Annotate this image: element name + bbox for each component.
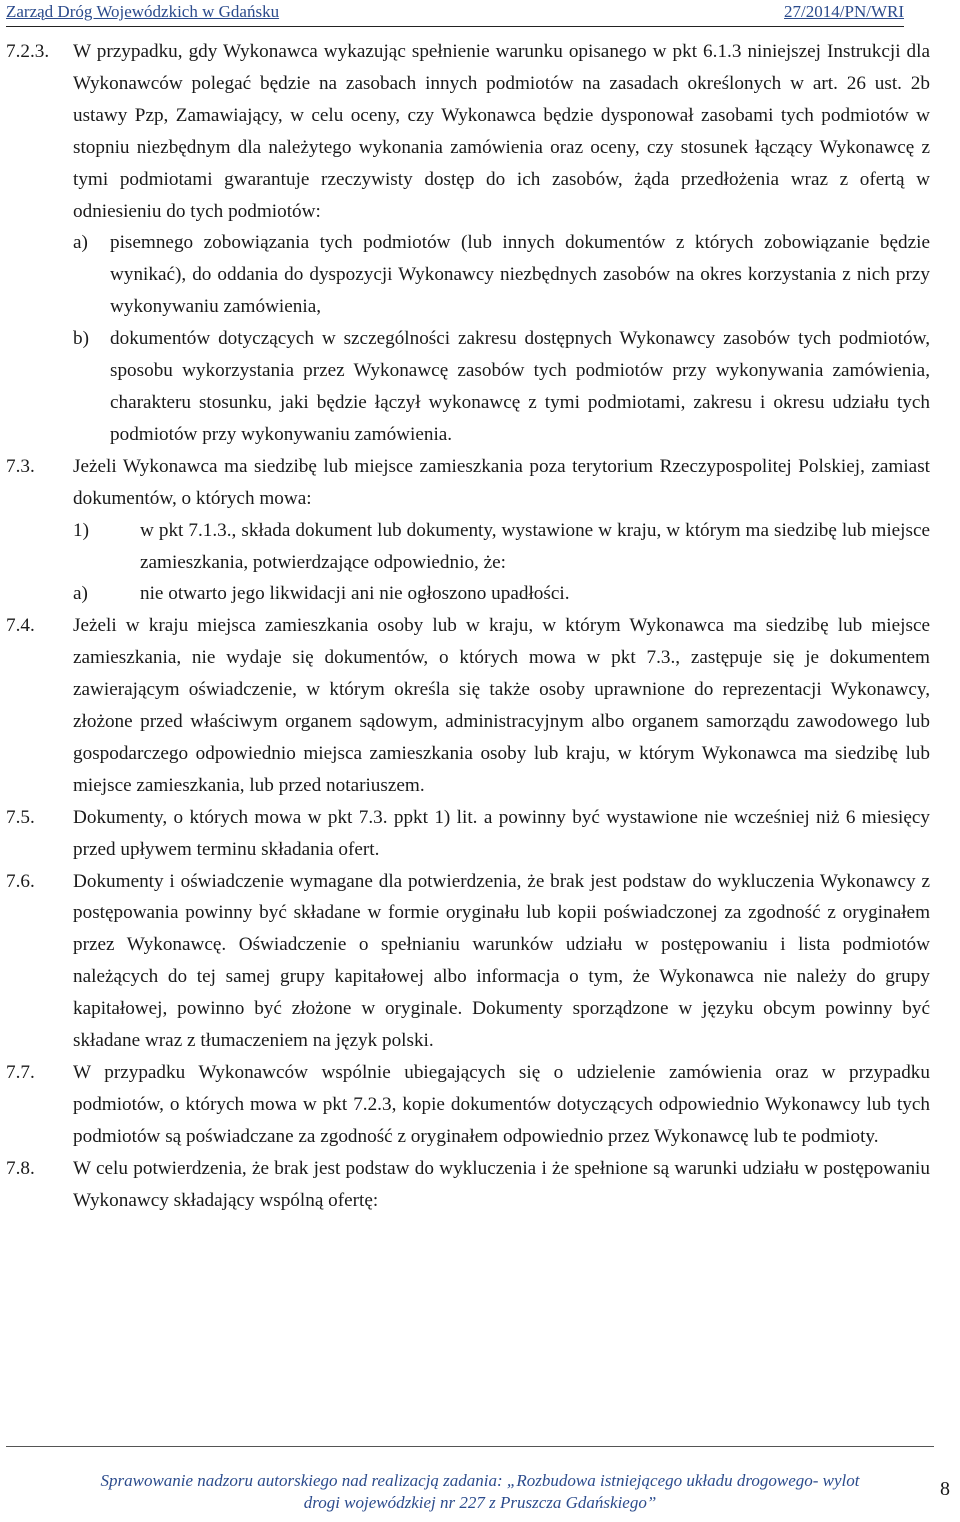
list-item: [73, 578, 930, 610]
section-number: 7.4.: [6, 615, 35, 637]
footer-line-2: drogi wojewódzkiej nr 227 z Pruszcza Gdańskiego”: [303, 1493, 657, 1512]
header-reference-number: 27/2014/PN/WRI: [784, 2, 904, 21]
section-number: 7.7.: [6, 1062, 35, 1083]
footer-line-1: Sprawowanie nadzoru autorskiego nad realizacją zadania: „Rozbudowa istniejącego układu drogowego- wylot: [100, 1471, 860, 1490]
list-item-text: w pkt 7.1.3., składa dokument lub dokumenty, wystawione w kraju, w którym ma siedzibę lub miejsce zamieszkania, potwierdzające odpowiednio, że:: [140, 519, 930, 573]
list-item: [73, 515, 930, 579]
section-7-4: [6, 610, 930, 801]
footer-divider: [6, 1446, 934, 1447]
section-text: W przypadku, gdy Wykonawca wykazując spełnienie warunku opisanego w pkt 6.1.3 niniejszej Instrukcji dla Wykonawców polegać będzie na zasobach innych podmiotów na zasadach określonych w art. 26 ust. 2b ustawy Pzp, Zamawiający, w celu oceny, czy Wykonawca będzie dysponował zasobami tych podmiotów w stopniu niezbędnym dla należytego wykonania zamówienia oraz oceny, czy stosunek łączący Wykonawcę z tymi podmiotami gwarantuje rzeczywisty dostęp do ich zasobów, żąda przedłożenia wraz z ofertą w odniesieniu do tych podmiotów:: [73, 41, 930, 222]
section-text: Dokumenty, o których mowa w pkt 7.3. ppkt 1) lit. a powinny być wystawione nie wcześniej niż 6 miesięcy przed upływem terminu składania ofert.: [73, 806, 930, 860]
section-7-7: [6, 1057, 930, 1153]
section-7-3: [6, 451, 930, 611]
list-item-text: dokumentów dotyczących w szczególności zakresu dostępnych Wykonawcy zasobów tych podmiotów, sposobu wykorzystania przez Wykonawcę zasobów tych podmiotów przy wykonywania zamówienia, charakteru stosunku, jaki będzie łączył wykonawcę z tymi podmiotami, zakresu i okresu udziału tych podmiotów przy wykonywaniu zamówienia.: [110, 328, 930, 445]
section-number: 7.2.3.: [6, 41, 50, 62]
section-text: W przypadku Wykonawców wspólnie ubiegających się o udzielenie zamówienia oraz w przypadku podmiotów, o których mowa w pkt 7.2.3, kopie dokumentów dotyczących odpowiednio Wykonawcy lub tych podmiotów są poświadczane za zgodność z oryginałem odpowiednio przez Wykonawcę lub te podmioty.: [73, 1062, 930, 1147]
section-text: Jeżeli w kraju miejsca zamieszkania osoby lub w kraju, w którym Wykonawca ma siedzibę lub miejsce zamieszkania, nie wydaje się dokumentów, o których mowa w pkt 7.3., zastępuje się je dokumentem zawierającym oświadczenie, w którym określa się także osoby uprawnione do reprezentacji Wykonawcy, złożone przed właściwym organem sądowym, administracyjnym albo organem samorządu zawodowego lub gospodarczego odpowiednio miejsca zamieszkania osoby lub kraju, w którym Wykonawca ma siedzibę lub miejsce zamieszkania, lub przed notariuszem.: [73, 615, 930, 796]
section-text: W celu potwierdzenia, że brak jest podstaw do wykluczenia i że spełnione są warunki udziału w postępowaniu Wykonawcy składający wspólną ofertę:: [73, 1157, 930, 1211]
list-item-text: pisemnego zobowiązania tych podmiotów (lub innych dokumentów z których zobowiązanie będzie wynikać), do oddania do dyspozycji Wykonawcy niezbędnych zasobów na okres korzystania z nich przy wykonywaniu zamówienia,: [110, 232, 930, 318]
header-organization: Zarząd Dróg Wojewódzkich w Gdańsku: [6, 2, 280, 21]
page-footer: [40, 1470, 920, 1514]
list-item-label: a): [73, 583, 88, 605]
document-body: [6, 36, 930, 1217]
list-item-label: 1): [73, 519, 89, 541]
section-7-8: [6, 1153, 930, 1217]
section-text: Dokumenty i oświadczenie wymagane dla potwierdzenia, że brak jest podstaw do wykluczenia Wykonawcy z postępowania powinny być składane w formie oryginału lub kopii poświadczonej za zgodność z oryginałem przez Wykonawcę. Oświadczenie o spełnianiu warunków udziału w postępowaniu i lista podmiotów należących do tej samej grupy kapitałowej albo informacja o tym, że Wykonawca nie należy do grupy kapitałowej, powinno być złożone w oryginale. Dokumenty sporządzone w języku obcym powinny być składane wraz z tłumaczeniem na język polski.: [73, 870, 930, 1052]
list-item-text: nie otwarto jego likwidacji ani nie ogłoszono upadłości.: [140, 583, 570, 605]
list-item: [73, 323, 930, 451]
section-number: 7.8.: [6, 1157, 35, 1179]
list-item-label: a): [73, 232, 88, 254]
page-number: 8: [940, 1478, 950, 1500]
section-7-6: [6, 866, 930, 1057]
section-7-5: [6, 802, 930, 866]
list-item-label: b): [73, 328, 89, 350]
section-7-2-3: [6, 36, 930, 451]
list-item: [73, 227, 930, 323]
section-number: 7.5.: [6, 806, 35, 828]
section-text: Jeżeli Wykonawca ma siedzibę lub miejsce zamieszkania poza terytorium Rzeczypospolitej Polskiej, zamiast dokumentów, o których mowa:: [73, 455, 930, 509]
section-number: 7.6.: [6, 870, 35, 892]
section-number: 7.3.: [6, 455, 35, 477]
page-header: [6, 0, 904, 27]
